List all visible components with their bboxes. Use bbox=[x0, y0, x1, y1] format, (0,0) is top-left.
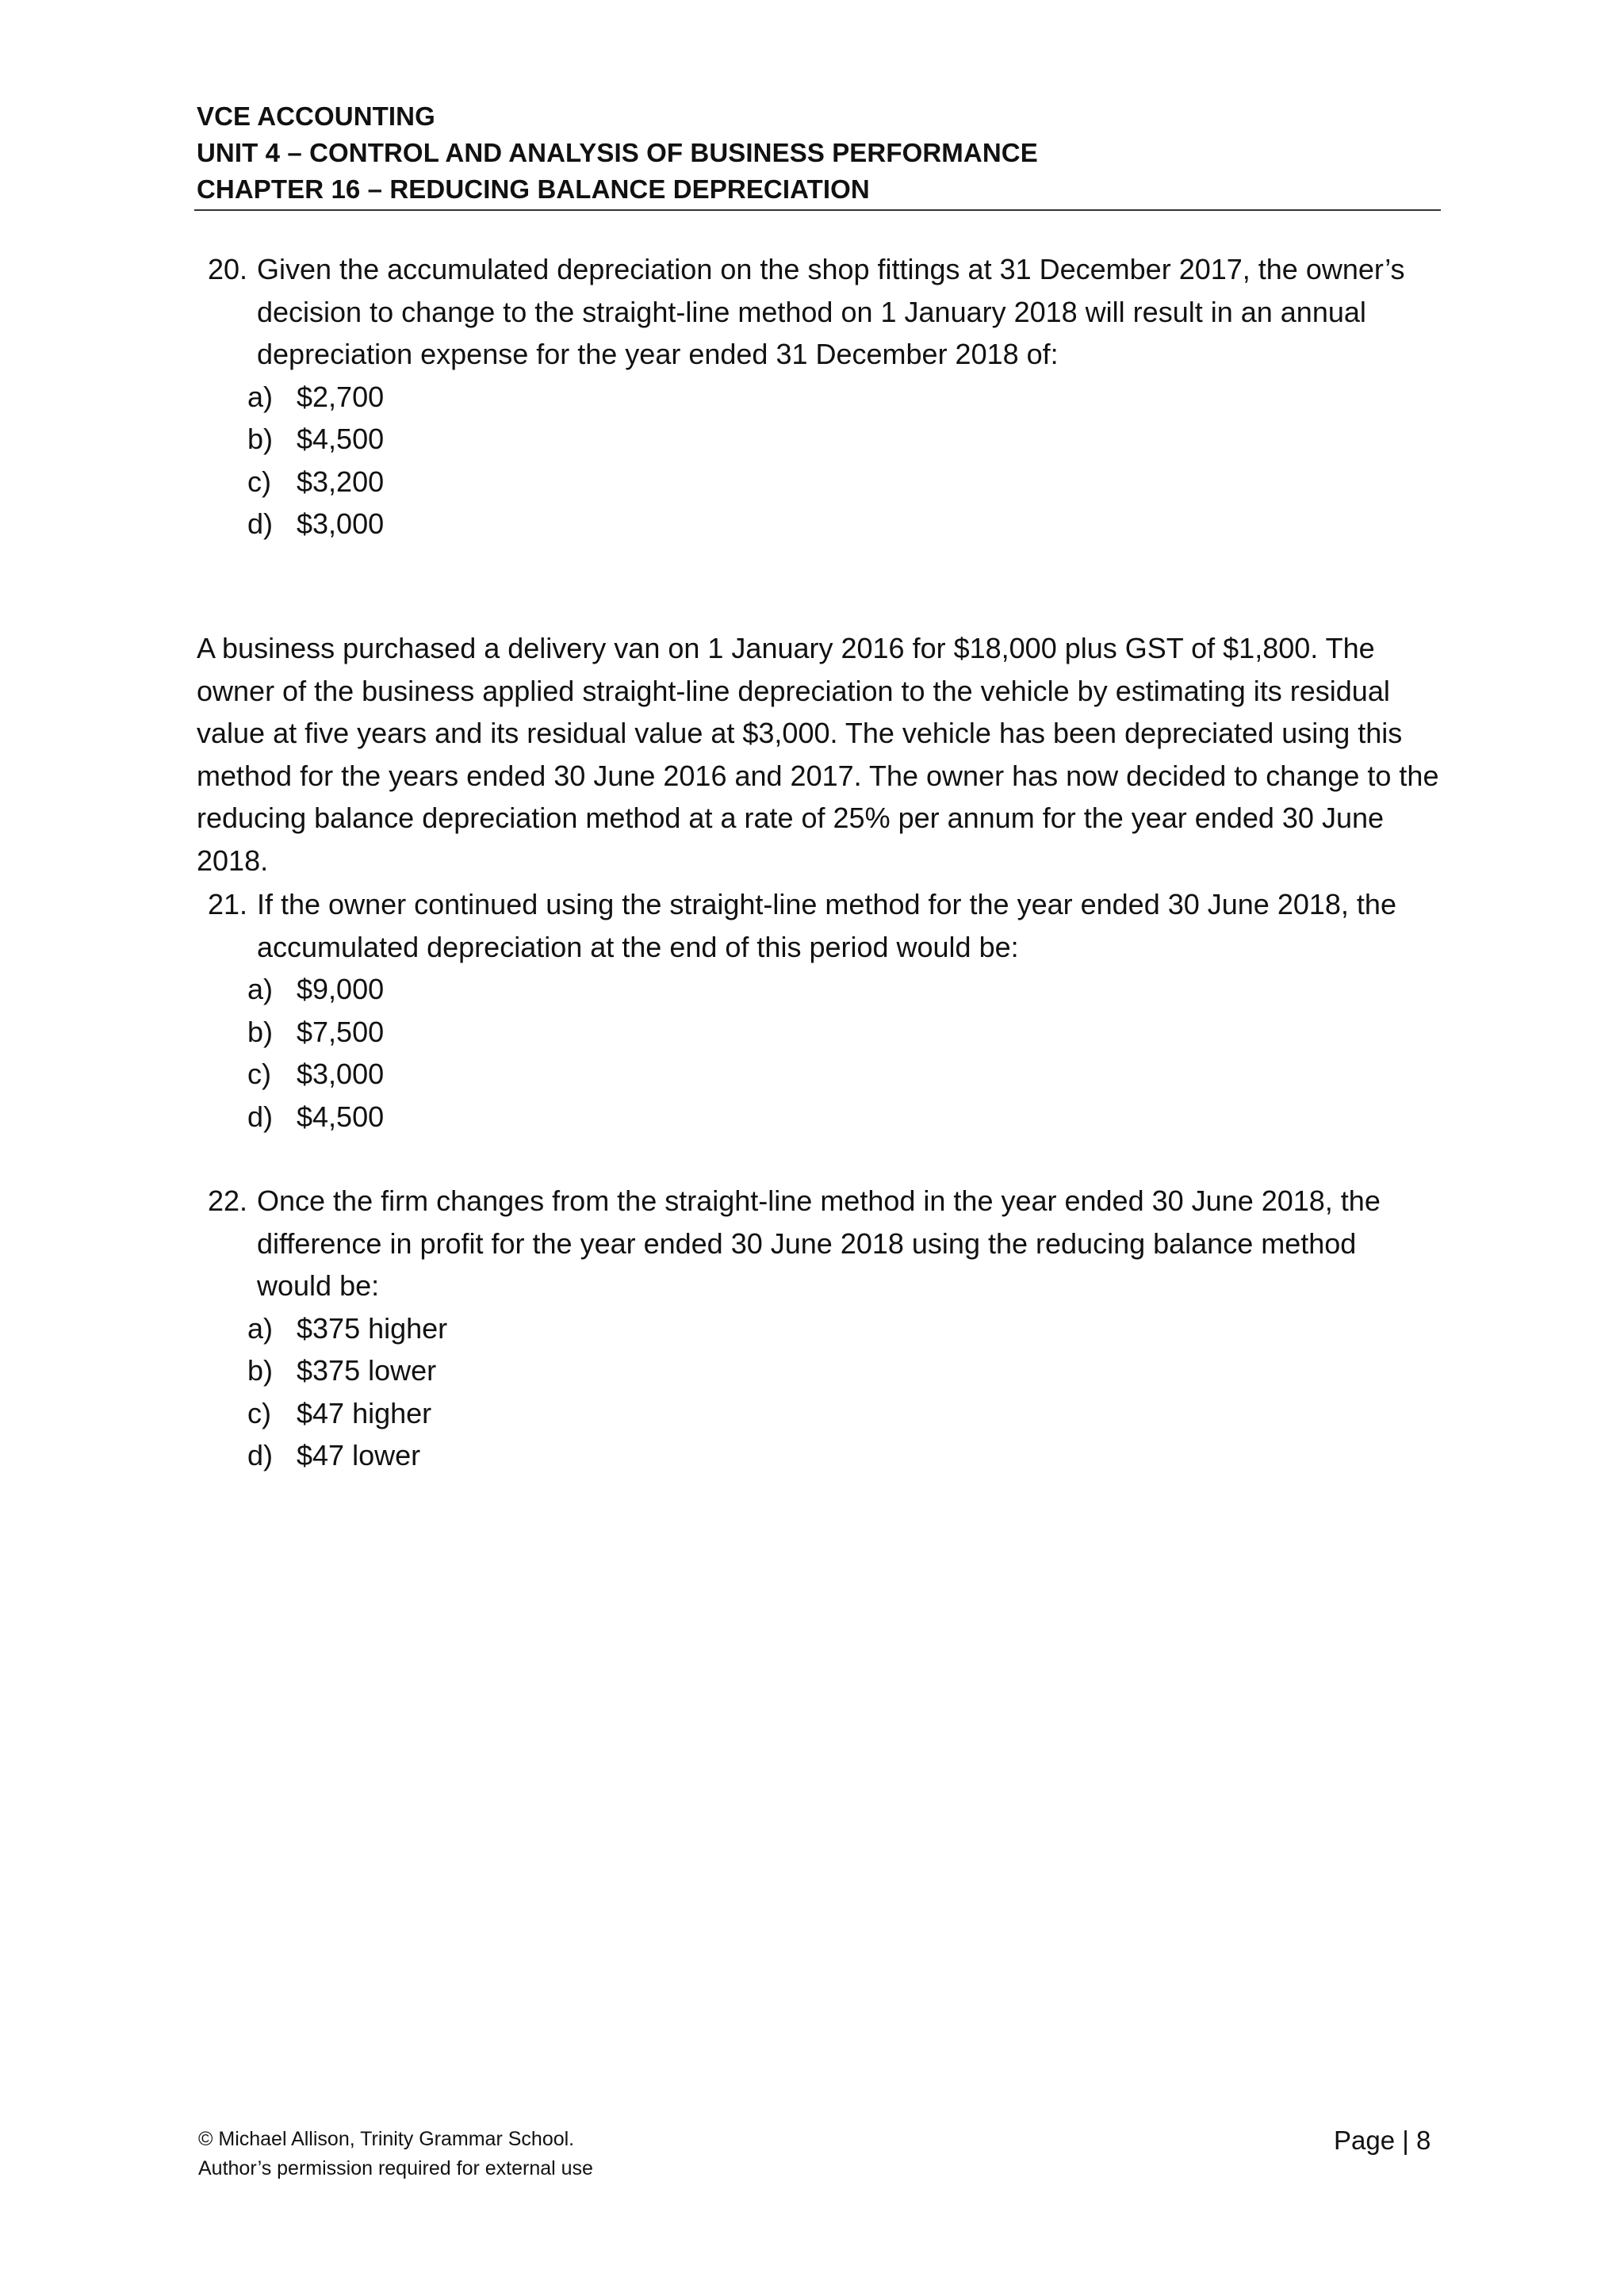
option-text: $47 lower bbox=[297, 1439, 421, 1471]
option-text: $375 lower bbox=[297, 1354, 437, 1387]
option-b bbox=[247, 418, 1429, 461]
page-header bbox=[197, 98, 1440, 208]
option-letter: d) bbox=[247, 507, 274, 540]
option-letter: b) bbox=[247, 1354, 274, 1387]
option-text: $3,000 bbox=[297, 1058, 385, 1090]
option-c bbox=[247, 1053, 1429, 1096]
header-unit: UNIT 4 – CONTROL AND ANALYSIS OF BUSINESS PERFORMANCE bbox=[197, 138, 1038, 167]
question-20 bbox=[208, 248, 1429, 545]
option-text: $4,500 bbox=[297, 1100, 385, 1133]
option-letter: d) bbox=[247, 1100, 274, 1133]
option-text: $4,500 bbox=[297, 423, 385, 455]
option-b bbox=[247, 1349, 1429, 1392]
option-a bbox=[247, 376, 1429, 419]
option-text: $47 higher bbox=[297, 1396, 432, 1429]
option-a bbox=[247, 1307, 1429, 1350]
option-d bbox=[247, 503, 1429, 545]
page-number: Page | 8 bbox=[1334, 2126, 1431, 2155]
option-text: $2,700 bbox=[297, 380, 385, 413]
option-letter: c) bbox=[247, 1058, 271, 1090]
option-text: $7,500 bbox=[297, 1015, 385, 1048]
answer-options bbox=[247, 1307, 1429, 1477]
scenario-paragraph: A business purchased a delivery van on 1 January 2016 for $18,000 plus GST of $1,800. The owner of the business applied straight-line depreciation to the vehicle by estimating its residual value at five years and its residual value at $3,000. The vehicle has been depreciated using this method for the years ended 30 June 2016 and 2017. The owner has now decided to change to the reducing balance depreciation method at a rate of 25% per annum for the year ended 30 June 2018. bbox=[197, 632, 1439, 877]
question-22 bbox=[208, 1180, 1429, 1477]
option-b bbox=[247, 1011, 1429, 1054]
question-number: 21. bbox=[208, 888, 248, 920]
footer-copyright: © Michael Allison, Trinity Grammar School. bbox=[198, 2128, 575, 2150]
option-letter: a) bbox=[247, 1311, 274, 1345]
option-letter: c) bbox=[247, 1396, 271, 1429]
header-chapter: CHAPTER 16 – REDUCING BALANCE DEPRECIATION bbox=[197, 174, 870, 204]
option-d bbox=[247, 1434, 1429, 1477]
option-a bbox=[247, 968, 1429, 1011]
question-stem: Given the accumulated depreciation on the shop fittings at 31 December 2017, the owner’s decision to change to the straight-line method on 1 January 2018 will result in an annual depreciation expense for the year ended 31 December 2018 of: bbox=[257, 253, 1405, 370]
option-c bbox=[247, 461, 1429, 503]
option-letter: c) bbox=[247, 465, 271, 498]
option-letter: b) bbox=[247, 423, 274, 455]
option-letter: a) bbox=[247, 973, 274, 1005]
option-text: $375 higher bbox=[297, 1311, 448, 1345]
question-21 bbox=[208, 883, 1429, 1138]
option-letter: d) bbox=[247, 1439, 274, 1471]
header-subject: VCE ACCOUNTING bbox=[197, 101, 435, 131]
option-letter: a) bbox=[247, 380, 274, 413]
option-c bbox=[247, 1392, 1429, 1435]
option-letter: b) bbox=[247, 1015, 274, 1048]
header-divider bbox=[194, 209, 1441, 211]
question-stem: If the owner continued using the straight-line method for the year ended 30 June 2018, the accumulated depreciation at the end of this period would be: bbox=[257, 888, 1396, 963]
question-stem: Once the firm changes from the straight-line method in the year ended 30 June 2018, the difference in profit for the year ended 30 June 2018 using the reducing balance method would be: bbox=[257, 1184, 1381, 1302]
footer-permission: Author’s permission required for external use bbox=[198, 2157, 593, 2179]
option-text: $9,000 bbox=[297, 973, 385, 1005]
page-footer bbox=[198, 2125, 593, 2183]
question-number: 22. bbox=[208, 1184, 248, 1217]
option-d bbox=[247, 1096, 1429, 1138]
answer-options bbox=[247, 968, 1429, 1138]
question-number: 20. bbox=[208, 253, 248, 285]
answer-options bbox=[247, 376, 1429, 545]
option-text: $3,000 bbox=[297, 507, 385, 540]
option-text: $3,200 bbox=[297, 465, 385, 498]
